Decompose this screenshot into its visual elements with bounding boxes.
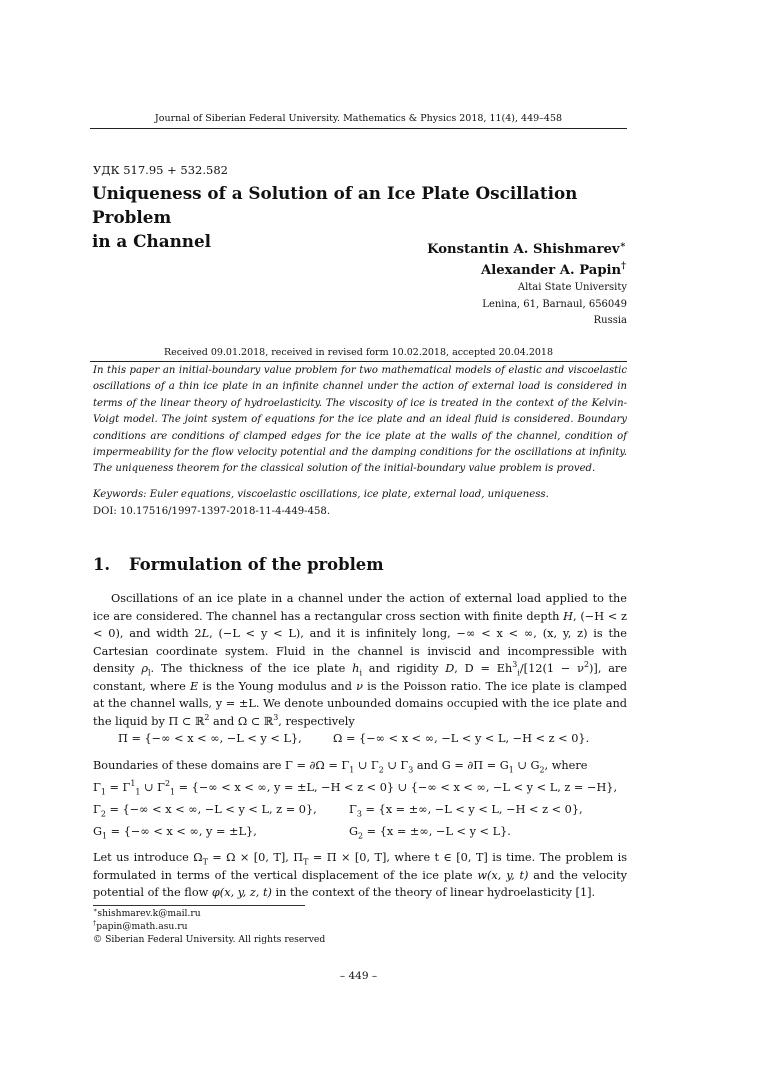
received-dates: Received 09.01.2018, received in revised form 10.02.2018, accepted 20.04.2018 [163, 347, 554, 358]
abstract-top-rule [90, 361, 627, 362]
equation-G1: $G_1$ = {−∞ < x < ∞, y = ±L}, [93, 825, 257, 841]
equation-gamma1: $\Gamma_1 = \Gamma^1_1$ ∪ $\Gamma^2_1$ = {−∞ < x < ∞, y = ±L, −H < z < 0} ∪ {−∞ < x < ∞, −L < y < L, z = −H}, [93, 779, 618, 797]
section-heading: 1. Formulation of the problem [93, 555, 384, 574]
equation-gamma2: $\Gamma_2$ = {−∞ < x < ∞, −L < y < L, z = 0}, [93, 803, 317, 819]
page-number: – 449 – [339, 970, 378, 982]
footnote-1: ∗shishmarev.k@mail.ru [93, 905, 201, 919]
footnote-rule [93, 905, 305, 906]
footnote-2: †papin@math.asu.ru [93, 918, 188, 932]
affiliation: Altai State University Lenina, 61, Barnaul, 656049 Russia [482, 282, 627, 326]
doi: DOI: 10.17516/1997-1397-2018-11-4-449-458. [93, 506, 331, 517]
abstract: In this paper an initial-boundary value problem for two mathematical models of elastic and viscoelastic oscillations of a thin ice plate in an infinite channel under the action of external load is considered in terms of the linear theory of hydroelasticity. The viscosity of ice is treated in the context of the Kelvin-Voigt model. The joint system of equations for the ice plate and an ideal fluid is considered. Boundary conditions are conditions of clamped edges for the ice plate at the walls of the channel, condition of impermeability for the flow velocity potential and the damping conditions for the oscillations at infinity. The uniqueness theorem for the classical solution of the initial-boundary value problem is proved. [93, 365, 627, 475]
author-block [427, 239, 626, 281]
equation-Omega: Ω = {−∞ < x < ∞, −L < y < L, −H < z < 0}. [333, 732, 590, 745]
body-paragraph-1: Oscillations of an ice plate in a channel under the action of external load applied to the ice are considered. The channel has a rectangular cross section with finite depth H, (−H < z < 0), and width 2L, (−L < y < L), and it is infinitely long, −∞ < x < ∞, (x, y, z) is the Cartesian coordinate system. Fluid in the channel is inviscid and incompressible with density $\rho_l$. The thickness of the ice plate $h_i$ and rigidity D, $D = Eh^3_i/[12(1 - \nu^2)]$, are constant, where E is the Young modulus and ν is the Poisson ratio. The ice plate is clamped at the channel walls, y = ±L. We denote unbounded domains occupied with the ice plate and the liquid by Π ⊂ ℝ$^2$ and Ω ⊂ ℝ$^3$, respectively [93, 592, 628, 728]
body-paragraph-2: Let us introduce $\Omega_T = \Omega \times [0$, T], $\Pi_T = \Pi \times [0$, T], where t ∈ [0, T] is time. The problem is formulated in terms of the vertical displacement of the ice plate w(x, y, t) and the velocity potential of the flow φ(x, y, z, t) in the context of the theory of linear hydroelasticity [1]. [93, 851, 627, 899]
boundaries-line: Boundaries of these domains are $\Gamma = \partial\Omega = \Gamma_1$ ∪ $\Gamma_2$ ∪ $\Gamma_3$ and $G = \partial\Pi = G_1$ ∪ $G_2$, where [93, 759, 588, 775]
udk-code: УДК 517.95 + 532.582 [93, 163, 228, 177]
equation-Pi: Π = {−∞ < x < ∞, −L < y < L}, [118, 732, 302, 745]
author-1: Konstantin A. Shishmarev∗ [427, 239, 626, 257]
equation-G2: $G_2 = \{x$ = ±∞, −L < y < L}. [349, 825, 511, 841]
journal-header: Journal of Siberian Federal University. Mathematics & Physics 2018, 11(4), 449–458 [154, 113, 563, 124]
header-rule [90, 128, 627, 129]
equation-gamma3: $\Gamma_3 = \{x$ = ±∞, −L < y < L, −H < z < 0}, [349, 803, 583, 819]
author-2: Alexander A. Papin† [481, 260, 626, 278]
title-line-2: in a Channel [92, 231, 212, 251]
keywords: Keywords: Euler equations, viscoelastic oscillations, ice plate, external load, uniqueness. [93, 489, 549, 500]
copyright: © Siberian Federal University. All rights reserved [93, 934, 326, 945]
title-line-1: Uniqueness of a Solution of an Ice Plate Oscillation Problem [92, 183, 578, 227]
